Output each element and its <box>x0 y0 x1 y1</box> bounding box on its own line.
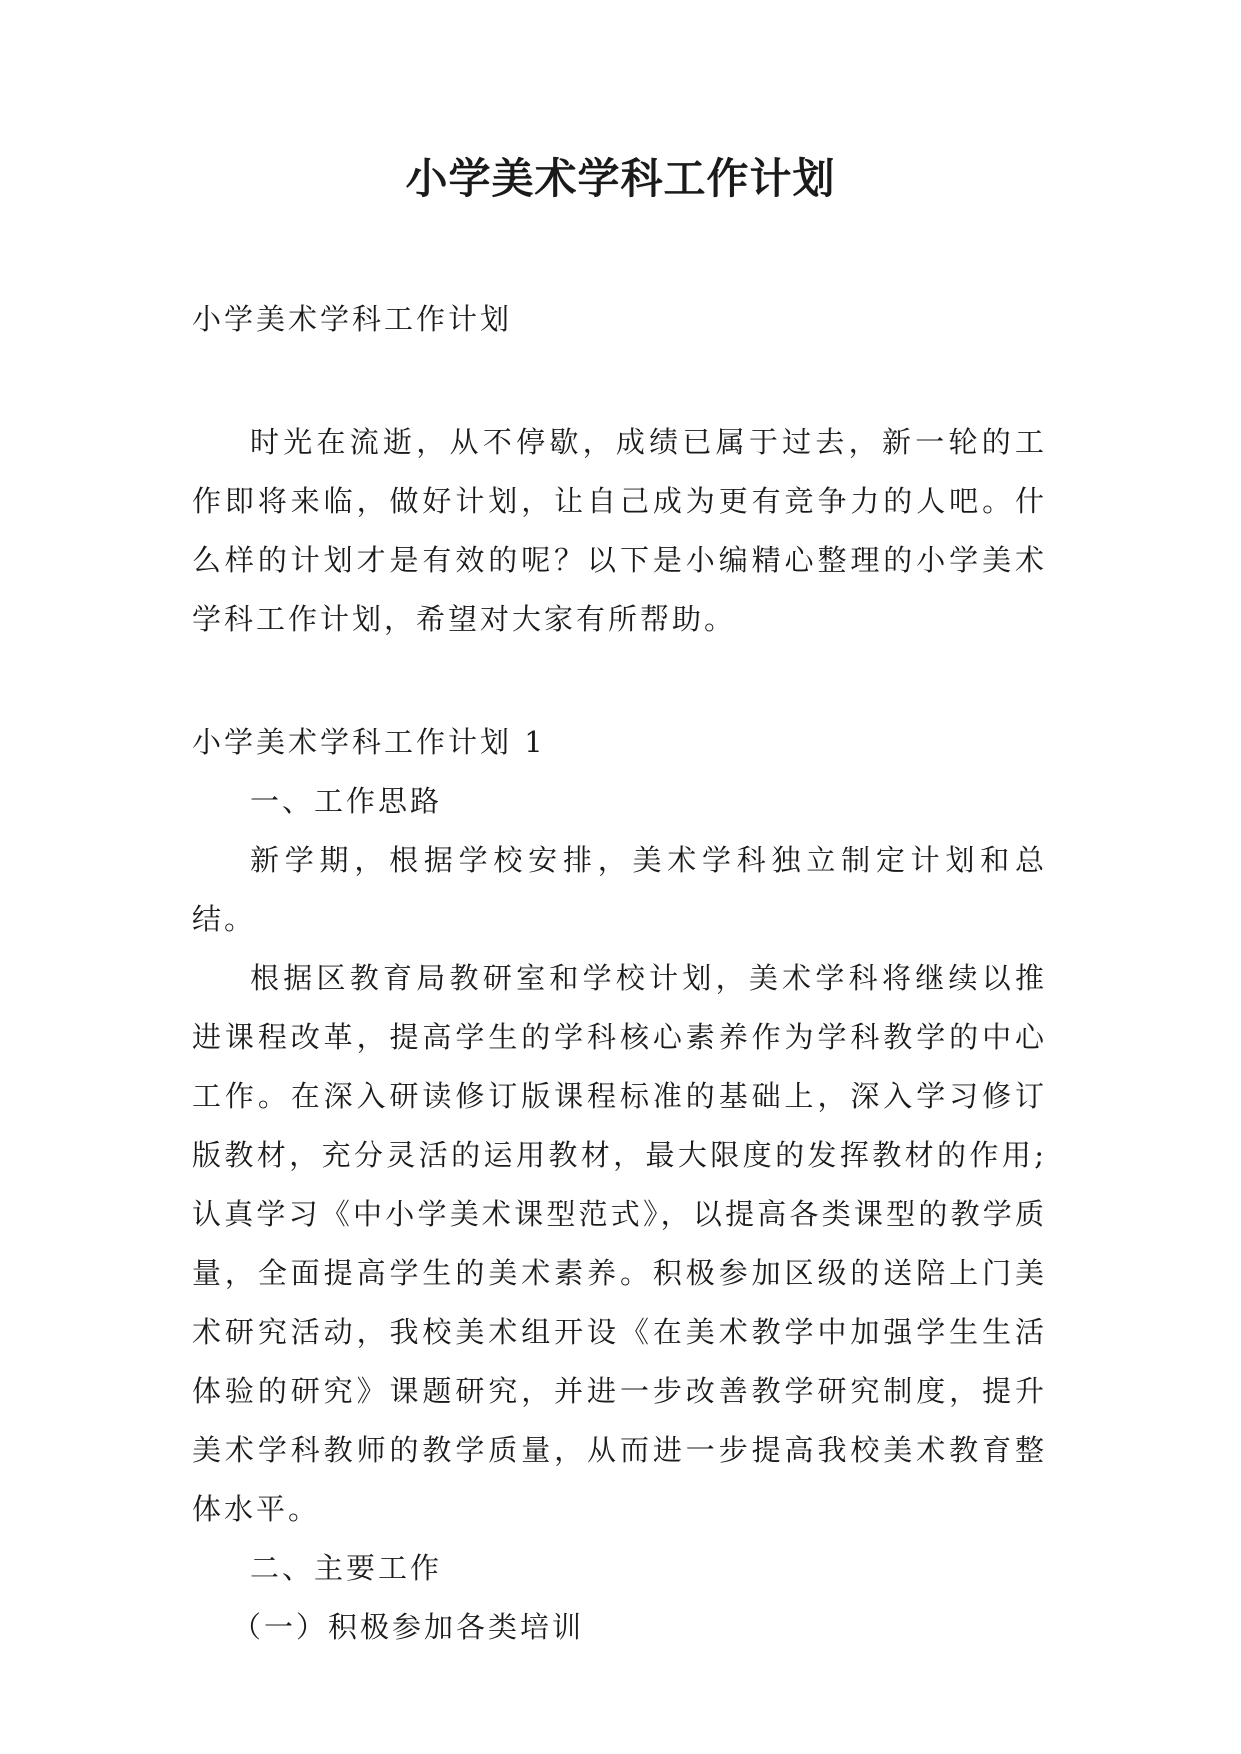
document-subtitle: 小学美术学科工作计划 <box>192 302 513 336</box>
paragraph-work-approach-detail: 根据区教育局教研室和学校计划，美术学科将继续以推进课程改革，提高学生的学科核心素养作为学科教学的中心工作。在深入研读修订版课程标准的基础上，深入学习修订版教材，充分灵活的运用教材，最大限度的发挥教材的作用;认真学习《中小学美术课型范式》，以提高各类课型的教学质量，全面提高学生的美术素养。积极参加区级的送陪上门美术研究活动，我校美术组开设《在美术教学中加强学生生活体验的研究》课题研究，并进一步改善教学研究制度，提升美术学科教师的教学质量，从而进一步提高我校美术教育整体水平。 <box>192 961 1047 1526</box>
paragraph-new-semester: 新学期，根据学校安排，美术学科独立制定计划和总结。 <box>192 843 1047 936</box>
document-title: 小学美术学科工作计划 <box>405 154 836 203</box>
intro-paragraph: 时光在流逝，从不停歇，成绩已属于过去，新一轮的工作即将来临，做好计划，让自己成为更有竞争力的人吧。什么样的计划才是有效的呢？以下是小编精心整理的小学美术学科工作计划，希望对大家有所帮助。 <box>192 425 1047 636</box>
heading-work-approach: 一、工作思路 <box>250 784 443 818</box>
document-body <box>192 290 1047 1657</box>
heading-main-work: 二、主要工作 <box>250 1551 443 1585</box>
heading-training: （一）积极参加各类培训 <box>232 1610 585 1644</box>
section-title: 小学美术学科工作计划 1 <box>192 725 546 759</box>
